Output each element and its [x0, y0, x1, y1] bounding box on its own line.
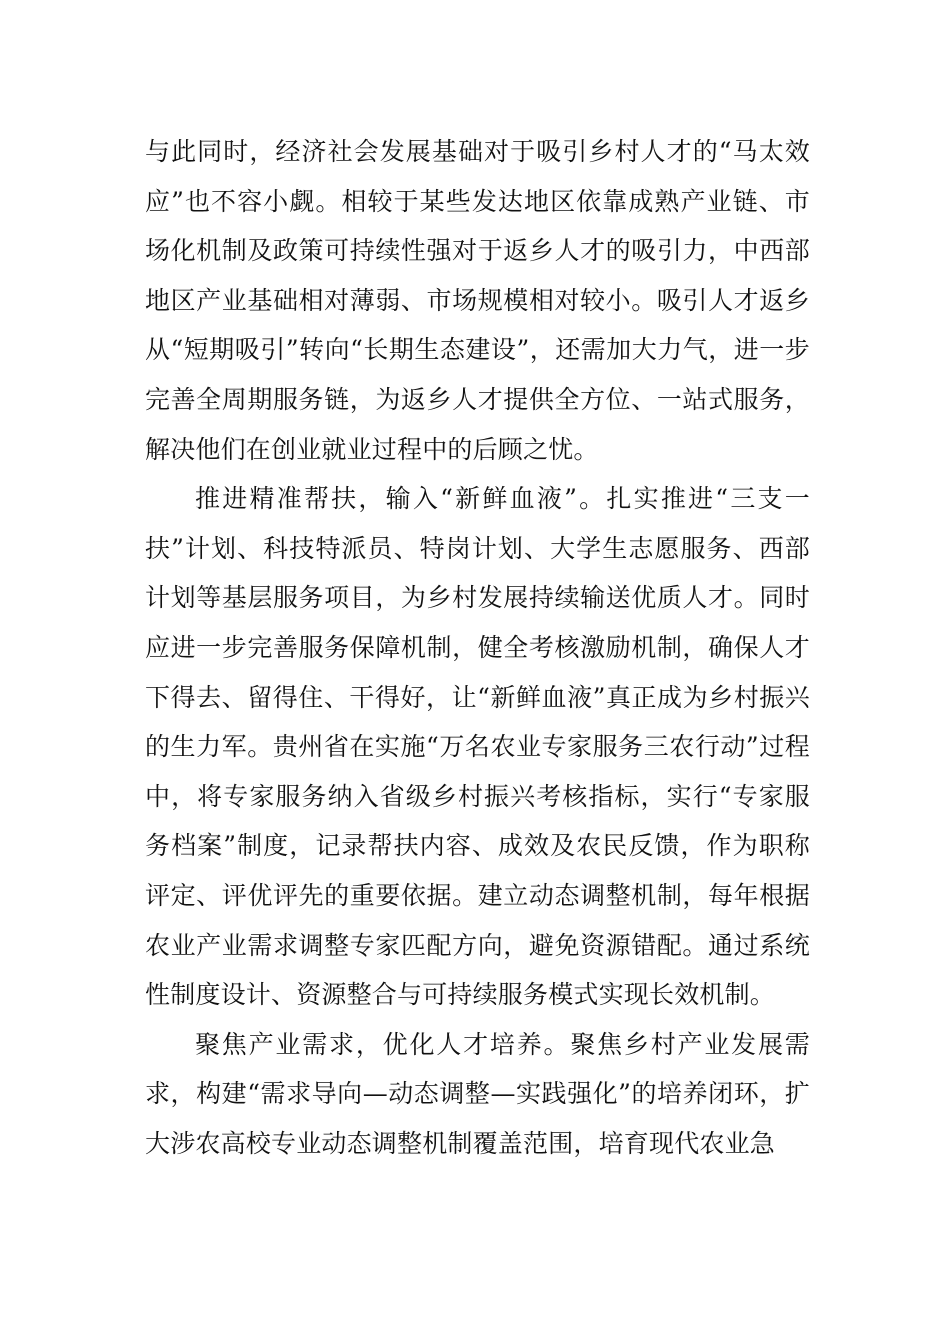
paragraph-2: 推进精准帮扶，输入“新鲜血液”。扎实推进“三支一扶”计划、科技特派员、特岗计划、大学生志愿服务、西部计划等基层服务项目，为乡村发展持续输送优质人才。同时应进一步完善服务保障机制，健全考核激励机制，确保人才下得去、留得住、干得好，让“新鲜血液”真正成为乡村振兴的生力军。贵州省在实施“万名农业专家服务三农行动”过程中，将专家服务纳入省级乡村振兴考核指标，实行“专家服务档案”制度，记录帮扶内容、成效及农民反馈，作为职称评定、评优评先的重要依据。建立动态调整机制，每年根据农业产业需求调整专家匹配方向，避免资源错配。通过系统性制度设计、资源整合与可持续服务模式实现长效机制。	[145, 484, 810, 1010]
paragraph-3: 聚焦产业需求，优化人才培养。聚焦乡村产业发展需求，构建“需求导向—动态调整—实践强化”的培养闭环，扩大涉农高校专业动态调整机制覆盖范围，培育现代农业急	[145, 1029, 810, 1158]
paragraph-1: 与此同时，经济社会发展基础对于吸引乡村人才的“马太效应”也不容小觑。相较于某些发达地区依靠成熟产业链、市场化机制及政策可持续性强对于返乡人才的吸引力，中西部地区产业基础相对薄弱、市场规模相对较小。吸引人才返乡从“短期吸引”转向“长期生态建设”，还需加大力气，进一步完善全周期服务链，为返乡人才提供全方位、一站式服务，解决他们在创业就业过程中的后顾之忧。	[145, 137, 810, 464]
body-text	[145, 127, 810, 1168]
